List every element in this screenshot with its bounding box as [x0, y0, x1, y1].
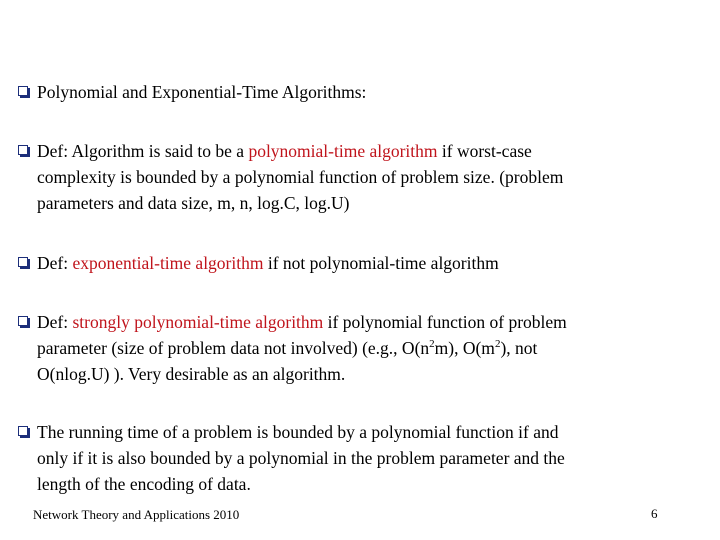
superscript: 2	[429, 338, 435, 351]
bullet-text-line3: length of the encoding of data.	[37, 474, 251, 494]
bullet-text-line2c: ), not	[500, 338, 538, 358]
page-number: 6	[651, 506, 658, 521]
bullet-text-prefix: Def: Algorithm is said to be a	[37, 141, 249, 161]
bullet-text: Polynomial and Exponential-Time Algorithms:	[37, 82, 367, 102]
bullet-text-line3: O(nlog.U) ). Very desirable as an algorithm.	[37, 364, 346, 384]
bullet-running-time	[37, 419, 677, 497]
bullet-text-prefix: Def:	[37, 312, 73, 332]
bullet-def-polynomial-time	[37, 138, 677, 216]
footer-course-title: Network Theory and Applications 2010	[33, 507, 240, 522]
square-bullet-icon	[18, 316, 28, 326]
bullet-text-line2: complexity is bounded by a polynomial function of problem size. (problem	[37, 167, 564, 187]
term-strongly-polynomial-time-algorithm: strongly polynomial-time algorithm	[72, 312, 324, 332]
bullet-text-line2b: m), O(m	[434, 338, 495, 358]
bullet-text-line3: parameters and data size, m, n, log.C, log.U)	[37, 193, 350, 213]
bullet-polynomial-exponential	[37, 79, 677, 105]
bullet-text-line2a: parameter (size of problem data not involved) (e.g., O(n	[37, 338, 430, 358]
square-bullet-icon	[18, 86, 28, 96]
bullet-text-suffix: if worst-case	[437, 141, 532, 161]
bullet-text-prefix: Def:	[37, 253, 73, 273]
square-bullet-icon	[18, 426, 28, 436]
bullet-def-exponential-time	[37, 250, 677, 276]
bullet-text-suffix: if not polynomial-time algorithm	[263, 253, 499, 273]
square-bullet-icon	[18, 257, 28, 267]
superscript: 2	[494, 338, 501, 351]
bullet-text-suffix: if polynomial function of problem	[323, 312, 567, 332]
bullet-text-line2: only if it is also bounded by a polynomial in the problem parameter and the	[37, 448, 565, 468]
term-polynomial-time-algorithm: polynomial-time algorithm	[248, 141, 438, 161]
square-bullet-icon	[18, 145, 28, 155]
bullet-def-strongly-polynomial	[37, 309, 677, 387]
term-exponential-time-algorithm: exponential-time algorithm	[72, 253, 264, 273]
bullet-text-line1: The running time of a problem is bounded by a polynomial function if and	[37, 422, 559, 442]
